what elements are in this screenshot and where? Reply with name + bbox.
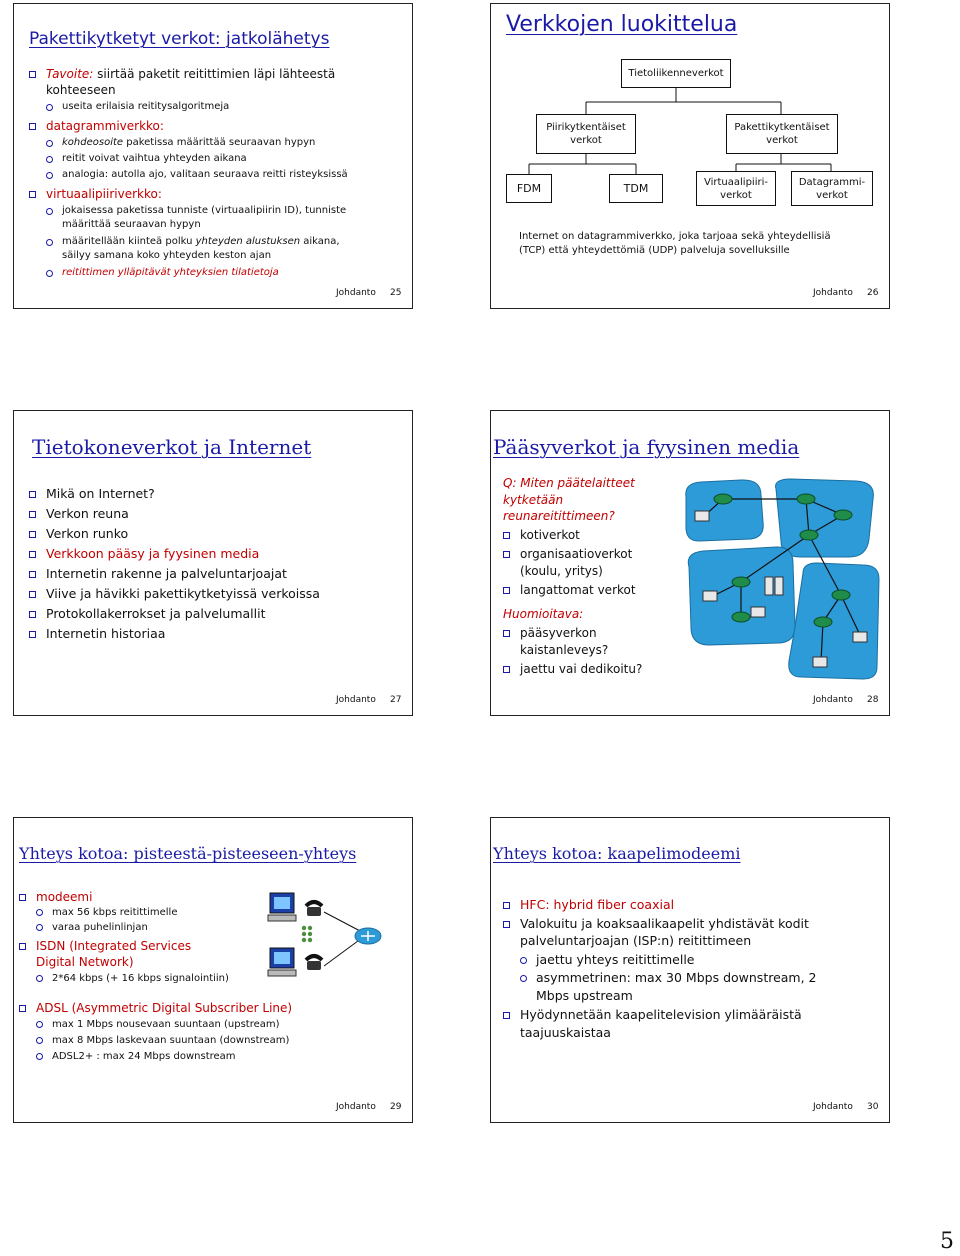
- sub-bullet-text: määritellään kiinteä polku: [62, 236, 196, 247]
- sub-bullet-text: jaettu yhteys reitittimelle: [536, 951, 695, 967]
- emphasis-text: yhteyden alustuksen: [195, 236, 301, 247]
- emphasis-text: kohdeosoite: [62, 137, 124, 148]
- slide-footer: [491, 695, 889, 707]
- footer-number: 27: [390, 695, 402, 705]
- bullet-square-icon: [29, 123, 36, 130]
- bullet-square-icon: [19, 1005, 26, 1012]
- sub-bullet: [29, 204, 362, 232]
- sub-bullet: [29, 152, 401, 166]
- slide-footer: [491, 288, 889, 300]
- bullet: [29, 118, 401, 134]
- box-circuit-switched: Piirikytkentäiset verkot: [536, 114, 636, 154]
- bullet: [503, 896, 833, 914]
- bullet-text: virtuaalipiiriverkko:: [46, 187, 162, 201]
- sub-bullet: [29, 100, 401, 114]
- sub-bullet-text: aikana, säilyy samana koko yhteyden keston ajan: [62, 236, 340, 261]
- sub-bullet-text: reitittimen ylläpitävät yhteyksien tilatietoja: [62, 267, 279, 278]
- footer-number: 28: [867, 695, 879, 705]
- bullet: [29, 66, 401, 98]
- bullet-text: modeemi: [36, 890, 93, 904]
- bullet-circle-icon: [46, 270, 53, 277]
- bullet-square-icon: [503, 666, 510, 673]
- box-tdm: TDM: [609, 174, 663, 203]
- topic-text: Verkon runko: [46, 526, 129, 541]
- bullet-text: Valokuitu ja koaksaalikaapelit yhdistävät kodit palveluntarjoajan (ISP:n) reitittimeen: [520, 915, 809, 948]
- topic-text: Protokollakerrokset ja palvelumallit: [46, 606, 266, 621]
- sub-bullet-text: varaa puhelinlinjan: [52, 922, 148, 933]
- sub-bullet: [19, 971, 269, 986]
- slide-body: [503, 896, 833, 1041]
- sub-bullet: [19, 1033, 399, 1049]
- router-icon: [355, 928, 381, 944]
- sub-bullet-text: analogia: autolla ajo, valitaan seuraava reitti risteyksissä: [62, 169, 348, 180]
- question-text: Q: Miten päätelaitteet kytketään reunareitittimeen?: [503, 476, 635, 523]
- bullet-circle-icon: [36, 1053, 43, 1060]
- bullet: [503, 915, 833, 950]
- sub-bullet-text: ADSL2+ : max 24 Mbps downstream: [52, 1051, 236, 1062]
- bullet-circle-icon: [36, 924, 43, 931]
- bullet-circle-icon: [46, 140, 53, 147]
- sub-bullet: [29, 235, 362, 263]
- topic-list: [29, 484, 409, 644]
- topic-text: Internetin historiaa: [46, 626, 166, 641]
- slide-title: Yhteys kotoa: kaapelimodeemi: [493, 844, 741, 863]
- slide-body: [19, 889, 269, 986]
- bullet-square-icon: [29, 611, 36, 618]
- footer-label: Johdanto: [813, 288, 853, 298]
- slide-footer: [14, 695, 412, 707]
- slide-25: [13, 3, 413, 309]
- bullet-square-icon: [503, 902, 510, 909]
- bullet: [503, 546, 668, 579]
- adsl-section: [19, 1000, 399, 1065]
- bullet-square-icon: [503, 551, 510, 558]
- slide-30: [490, 817, 890, 1123]
- bullet: [503, 527, 668, 544]
- footer-number: 25: [390, 288, 402, 298]
- footer-number: 29: [390, 1102, 402, 1112]
- bullet-label: Tavoite:: [46, 67, 94, 81]
- bullet-square-icon: [503, 1012, 510, 1019]
- bullet-circle-icon: [36, 909, 43, 916]
- sub-bullet-text: reitit voivat vaihtua yhteyden aikana: [62, 153, 247, 164]
- bullet-square-icon: [503, 532, 510, 539]
- bullet-text: organisaatioverkot (koulu, yritys): [520, 547, 633, 578]
- bullet-text: langattomat verkot: [520, 583, 636, 597]
- footer-label: Johdanto: [336, 1102, 376, 1112]
- box-datagram: Datagrammi-verkot: [791, 171, 873, 206]
- bullet: [503, 582, 668, 599]
- bullet-square-icon: [29, 71, 36, 78]
- box-fdm: FDM: [506, 174, 552, 203]
- sub-bullet: [503, 969, 826, 1004]
- footer-label: Johdanto: [336, 695, 376, 705]
- note-label: Huomioitava:: [503, 606, 584, 621]
- footer-label: Johdanto: [813, 695, 853, 705]
- bullet-square-icon: [29, 631, 36, 638]
- bullet-text: datagrammiverkko:: [46, 119, 164, 133]
- bullet-text: kotiverkot: [520, 527, 580, 542]
- bullet-text: ISDN (Integrated Services Digital Network): [36, 939, 192, 969]
- topic-text: Viive ja hävikki pakettikytketyissä verkoissa: [46, 586, 320, 601]
- bullet: [19, 889, 269, 905]
- box-packet-switched: Pakettikytkentäiset verkot: [726, 114, 838, 154]
- computer-icon: [268, 948, 296, 976]
- bullet-circle-icon: [36, 975, 43, 982]
- box-telecom-networks: Tietoliikenneverkot: [621, 59, 731, 88]
- note-text: Internet on datagrammiverkko, joka tarjoaa sekä yhteydellisiä (TCP) että yhteydettömiä (UDP) palveluja sovelluksille: [519, 231, 831, 256]
- slide-title: Tietokoneverkot ja Internet: [32, 435, 312, 459]
- slide-29: [13, 817, 413, 1123]
- bullet-circle-icon: [46, 156, 53, 163]
- bullet-square-icon: [29, 551, 36, 558]
- bullet-text: HFC: hybrid fiber coaxial: [520, 897, 675, 912]
- bullet-circle-icon: [46, 104, 53, 111]
- sub-bullet-text: 2*64 kbps (+ 16 kbps signalointiin): [52, 973, 229, 984]
- bullet-square-icon: [19, 894, 26, 901]
- bullet-text: ADSL (Asymmetric Digital Subscriber Line): [36, 1001, 293, 1015]
- slide-body: [29, 66, 401, 280]
- slide-28: [490, 410, 890, 716]
- bullet: [503, 1006, 820, 1041]
- topic-item: [29, 564, 409, 584]
- topic-text: Internetin rakenne ja palveluntarjoajat: [46, 566, 287, 581]
- sub-bullet-text: max 56 kbps reitittimelle: [52, 907, 178, 918]
- bullet-square-icon: [29, 491, 36, 498]
- bullet-circle-icon: [36, 1037, 43, 1044]
- footer-number: 30: [867, 1102, 879, 1112]
- telephone-icon: [306, 956, 322, 970]
- bullet-square-icon: [29, 191, 36, 198]
- bullet-text: pääsyverkon kaistanleveys?: [520, 626, 609, 657]
- slide-26: [490, 3, 890, 309]
- bullet-square-icon: [503, 921, 510, 928]
- bullet-square-icon: [29, 511, 36, 518]
- tree-connectors: [491, 4, 891, 310]
- sub-bullet: [29, 136, 401, 150]
- bullet: [29, 186, 401, 202]
- topic-item: [29, 624, 409, 644]
- bullet-circle-icon: [46, 239, 53, 246]
- slide-title: Yhteys kotoa: pisteestä-pisteeseen-yhteys: [19, 844, 357, 863]
- box-virtual-circuit: Virtuaalipiiri-verkot: [696, 171, 776, 206]
- footer-label: Johdanto: [813, 1102, 853, 1112]
- bullet-square-icon: [29, 591, 36, 598]
- topic-item: [29, 584, 409, 604]
- bullet-square-icon: [29, 571, 36, 578]
- slide-title: Verkkojen luokittelua: [506, 12, 738, 37]
- bullet-square-icon: [503, 630, 510, 637]
- topic-item: [29, 604, 409, 624]
- footer-label: Johdanto: [336, 288, 376, 298]
- sub-bullet-text: useita erilaisia reititysalgoritmeja: [62, 101, 230, 112]
- slide-footer: [14, 288, 412, 300]
- sub-bullet-text: asymmetrinen: max 30 Mbps downstream, 2 Mbps upstream: [536, 970, 817, 1003]
- sub-bullet: [19, 905, 269, 920]
- modem-diagram: [264, 888, 384, 988]
- topic-item: [29, 544, 409, 564]
- bullet: [19, 1000, 399, 1016]
- topic-text: Verkkoon pääsy ja fyysinen media: [46, 546, 260, 561]
- sub-bullet: [19, 920, 269, 935]
- bullet: [19, 938, 221, 970]
- footer-number: 26: [867, 288, 879, 298]
- sub-bullet-text: max 1 Mbps nousevaan suuntaan (upstream): [52, 1019, 280, 1030]
- sub-bullet: [503, 951, 833, 969]
- topic-text: Verkon reuna: [46, 506, 129, 521]
- bullet-square-icon: [503, 587, 510, 594]
- sub-bullet: [29, 266, 401, 280]
- bullet-circle-icon: [36, 1021, 43, 1028]
- slide-27: [13, 410, 413, 716]
- sub-bullet: [19, 1049, 399, 1065]
- bullet-circle-icon: [46, 208, 53, 215]
- slide-title: Pakettikytketyt verkot: jatkolähetys: [29, 29, 330, 49]
- bullet-circle-icon: [520, 957, 527, 964]
- topic-item: [29, 524, 409, 544]
- sub-bullet-text: max 8 Mbps laskevaan suuntaan (downstream): [52, 1035, 290, 1046]
- bullet-text: siirtää paketit reitittimien läpi lähteestä kohteeseen: [46, 67, 336, 97]
- sub-bullet: [29, 168, 401, 182]
- bullet: [503, 625, 668, 658]
- sub-bullet: [19, 1017, 399, 1033]
- slide-footer: [491, 1102, 889, 1114]
- computer-icon: [268, 893, 296, 921]
- slide-title: Pääsyverkot ja fyysinen media: [493, 435, 800, 459]
- home-network-region: [686, 480, 763, 541]
- telephone-icon: [306, 902, 322, 916]
- topic-text: Mikä on Internet?: [46, 486, 155, 501]
- bullet-circle-icon: [46, 172, 53, 179]
- bullet-circle-icon: [520, 975, 527, 982]
- slide-body: [503, 475, 668, 678]
- topic-item: [29, 504, 409, 524]
- bullet-square-icon: [19, 943, 26, 950]
- access-network-diagram: [681, 477, 886, 682]
- bullet-text: jaettu vai dedikoitu?: [520, 662, 643, 676]
- sub-bullet-text: jokaisessa paketissa tunniste (virtuaalipiirin ID), tunniste määrittää seuraavan hypyn: [62, 205, 347, 230]
- slide-footer: [14, 1102, 412, 1114]
- bullet: [503, 661, 668, 678]
- bullet-square-icon: [29, 531, 36, 538]
- sub-bullet-text: paketissa määrittää seuraavan hypyn: [123, 137, 316, 148]
- bullet-text: Hyödynnetään kaapelitelevision ylimääräistä taajuuskaistaa: [520, 1007, 802, 1040]
- topic-item: [29, 484, 409, 504]
- isp-network-region: [776, 479, 874, 557]
- page-number: 5: [940, 1229, 954, 1254]
